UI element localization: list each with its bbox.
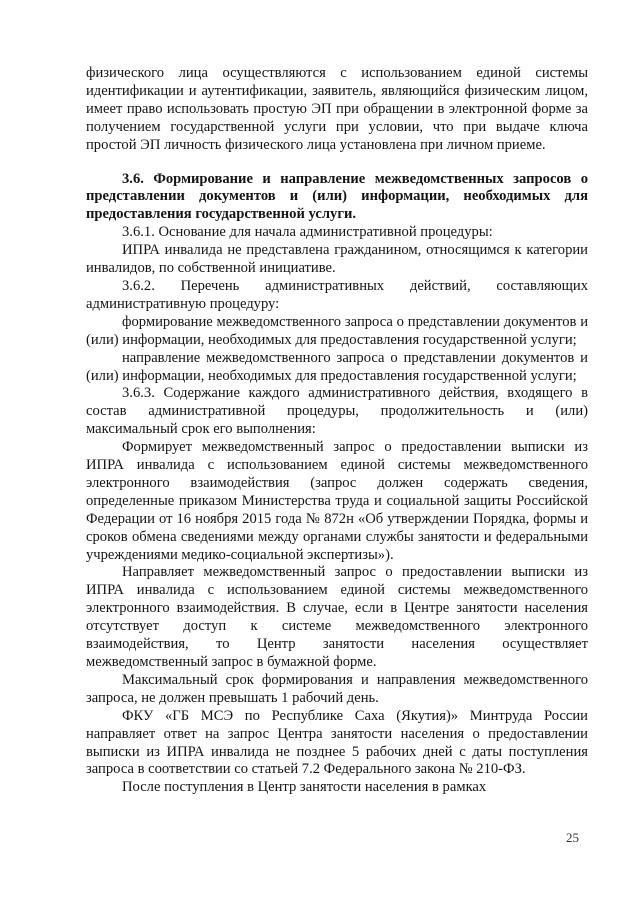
paragraph: 3.6.3. Содержание каждого административного действия, входящего в состав административной процедуры, продолжительность и (или) максимальный срок его выполнения: xyxy=(86,385,588,438)
page-number: 25 xyxy=(566,830,579,845)
list-item: направление межведомственного запроса о представлении документов и (или) информации, необходимых для предоставления государственной услуги; xyxy=(86,349,588,384)
document-body xyxy=(86,65,588,797)
paragraph: Формирует межведомственный запрос о предоставлении выписки из ИПРА инвалида с использованием единой системы межведомственного электронного взаимодействия (запрос должен содержать сведения, определенные приказом Министерства труда и социальной защиты Российской Федерации от 16 ноября 2015 года № 872н «Об утверждении Порядка, формы и сроков обмена сведениями между органами службы занятости и федеральными учреждениями медико-социальной экспертизы»). xyxy=(86,439,588,563)
paragraph: ИПРА инвалида не представлена гражданином, относящимся к категории инвалидов, по собственной инициативе. xyxy=(86,242,588,277)
paragraph: Направляет межведомственный запрос о предоставлении выписки из ИПРА инвалида с использованием единой системы межведомственного электронного взаимодействия. В случае, если в Центре занятости населения отсутствует доступ к системе межведомственного электронного взаимодействия, то Центр занятости населения осуществляет межведомственный запрос в бумажной форме. xyxy=(86,564,588,670)
list-item: формирование межведомственного запроса о представлении документов и (или) информации, необходимых для предоставления государственной услуги; xyxy=(86,313,588,348)
paragraph: 3.6.2. Перечень административных действий, составляющих административную процедуру: xyxy=(86,277,588,312)
paragraph: 3.6.1. Основание для начала административной процедуры: xyxy=(122,224,493,241)
paragraph: Максимальный срок формирования и направления межведомственного запроса, не должен превышать 1 рабочий день. xyxy=(86,671,588,706)
section-heading: 3.6. Формирование и направление межведомственных запросов о представлении документов и (или) информации, необходимых для предоставления государственной услуги. xyxy=(86,170,588,223)
paragraph: ФКУ «ГБ МСЭ по Республике Саха (Якутия)» Минтруда России направляет ответ на запрос Центра занятости населения о предоставлении выписки из ИПРА инвалида не позднее 5 рабочих дней с даты поступления запроса в соответствии со статьей 7.2 Федерального закона № 210-ФЗ. xyxy=(86,707,588,778)
paragraph: После поступления в Центр занятости населения в рамках xyxy=(122,779,487,796)
paragraph-continuation: физического лица осуществляются с использованием единой системы идентификации и аутентификации, заявитель, являющийся физическим лицом, имеет право использовать простую ЭП при обращении в электронной форме за получением государственной услуги при условии, что при выдаче ключа простой ЭП личность физического лица установлена при личном приеме. xyxy=(86,65,588,153)
